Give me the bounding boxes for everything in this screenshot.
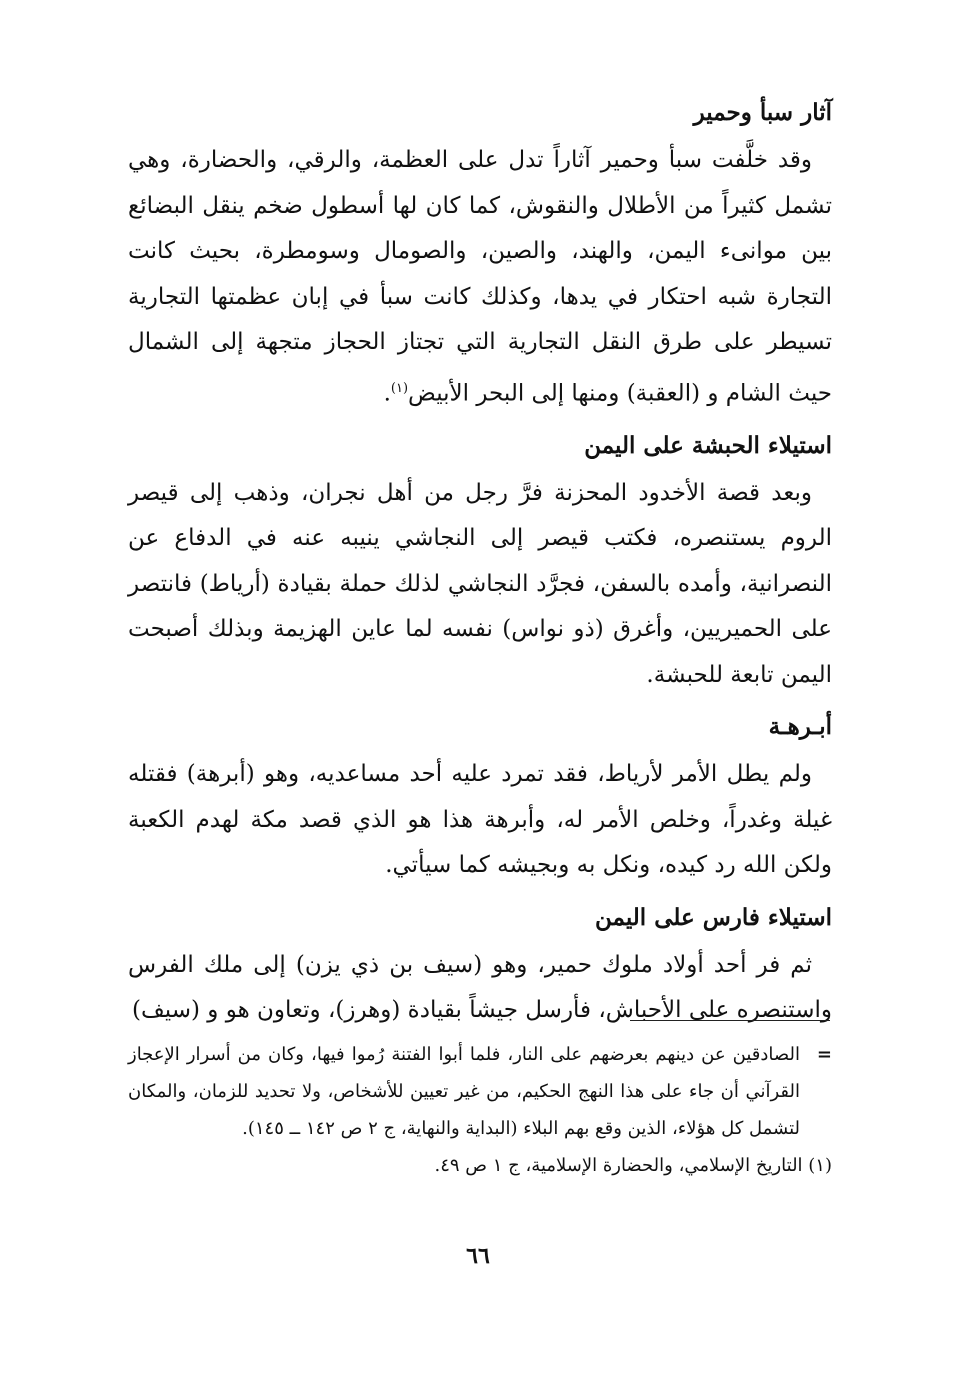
section-heading-abyssinia: استيلاء الحبشة على اليمن xyxy=(584,431,832,459)
paragraph-period: . xyxy=(383,380,391,407)
footnote-continuation-text: الصادقين عن دينهم بعرضهم على النار، فلما أبوا الفتنة رُموا فيها، وكان من أسرار الإعجاز القرآني أن جاء على هذا النهج الحكيم، من غير تعيين للأشخاص، ولا تحديد للزمان، والمكان لتشمل كل هؤلاء، الذين وقع بهم البلاء (البداية والنهاية، ج ٢ ص ١٤٢ ــ ١٤٥). xyxy=(128,1044,800,1139)
page-number: ٦٦ xyxy=(466,1243,490,1269)
section-paragraph-abraha xyxy=(128,752,832,889)
footnote-continuation xyxy=(128,1036,832,1147)
paragraph-text: ثم فر أحد أولاد ملوك حمير، وهو (سيف بن ذي يزن) إلى ملك الفرس واستنصره على الأحباش، فأرسل جيشاً بقيادة (وهرز)، وتعاون هو و (سيف) xyxy=(128,951,832,1024)
section-heading-abraha: أبـرهـة xyxy=(768,713,832,741)
section-heading-saba-himyar: آثار سبأ وحمير xyxy=(693,99,832,126)
main-text xyxy=(128,96,832,1034)
continuation-mark: = xyxy=(816,1044,832,1065)
footnotes xyxy=(128,1036,832,1184)
section-paragraph-abyssinia xyxy=(128,471,832,699)
footnote-1: (١) التاريخ الإسلامي، والحضارة الإسلامية، ج ١ ص ٤٩. xyxy=(434,1155,832,1176)
footnote-separator xyxy=(630,1020,830,1021)
paragraph-text: ولم يطل الأمر لأرياط، فقد تمرد عليه أحد مساعديه، وهو (أبرهة) فقتله غيلة وغدراً، وخلص الأمر له، وأبرهة هذا هو الذي قصد مكة لهدم الكعبة ولكن الله رد كيده، ونكل به وبجيشه كما سيأتي. xyxy=(128,761,832,879)
paragraph-text: وقد خلَّفت سبأ وحمير آثاراً تدل على العظمة، والرقي، والحضارة، وهي تشمل كثيراً من الأطلال والنقوش، كما كان لها أسطول ضخم ينقل البضائع بين موانىء اليمن، والهند، والصين، والصومال وسومطرة، بحيث كانت التجارة شبه احتكار في يدها، وكذلك كانت سبأ في إبان عظمتها التجارية تسيطر على طرق النقل التجارية التي تجتاز الحجاز متجهة إلى الشمال حيث الشام و (العقبة) ومنها إلى البحر الأبيض xyxy=(128,147,832,407)
section-paragraph-saba-himyar xyxy=(128,138,832,417)
paragraph-text: وبعد قصة الأخدود المحزنة فرَّ رجل من أهل نجران، وذهب إلى قيصر الروم يستنصره، فكتب قيصر إلى النجاشي ينيبه عنه في الدفاع عن النصرانية، وأمده بالسفن، فجرَّد النجاشي لذلك حملة بقيادة (أرياط) فانتصر على الحميريين، وأغرق (ذو نواس) نفسه لما عاين الهزيمة وبذلك أصبحت اليمن تابعة للحبشة. xyxy=(128,479,833,688)
section-heading-persia: استيلاء فارس على اليمن xyxy=(595,903,832,931)
footnote-reference: (١) xyxy=(390,380,409,396)
